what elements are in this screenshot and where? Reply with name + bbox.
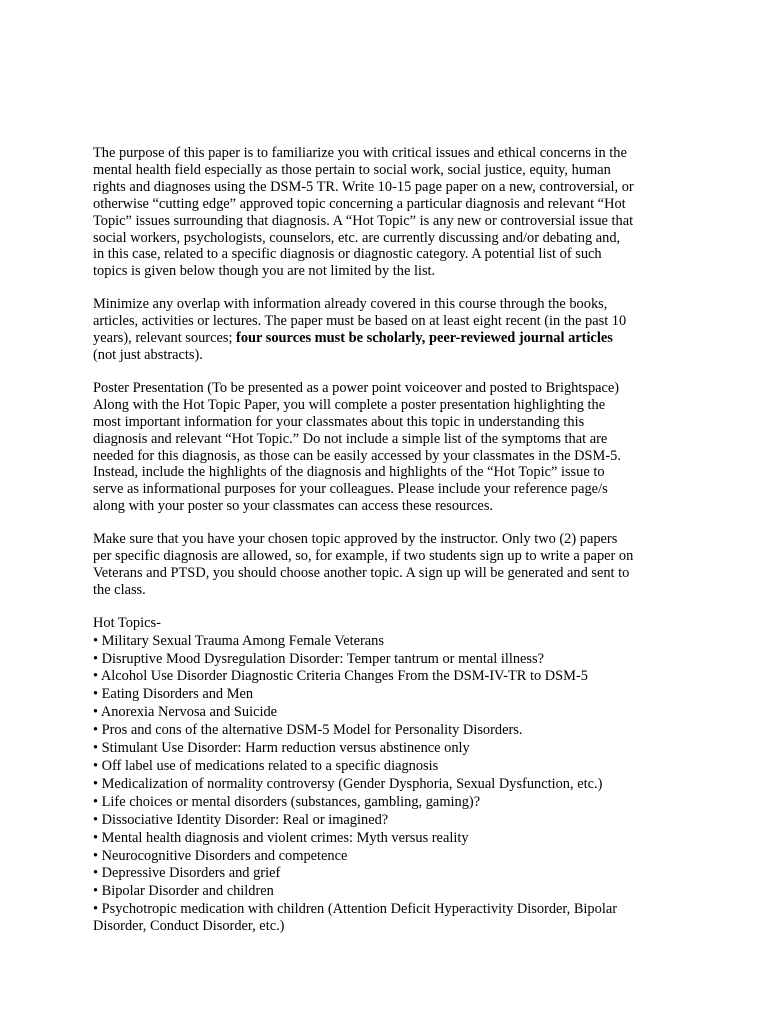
hot-topics-heading: Hot Topics- (93, 614, 161, 631)
topic-item: • Bipolar Disorder and children (93, 883, 274, 900)
topic-item: • Stimulant Use Disorder: Harm reduction versus abstinence only (93, 740, 470, 757)
topic-item: • Disruptive Mood Dysregulation Disorder: Temper tantrum or mental illness? (93, 650, 544, 667)
topic-item: • Pros and cons of the alternative DSM-5 Model for Personality Disorders. (93, 722, 523, 739)
sources-paragraph (93, 296, 685, 364)
topic-item: • Neurocognitive Disorders and competence (93, 847, 348, 864)
topic-item: • Depressive Disorders and grief (93, 865, 281, 882)
document-page (93, 145, 685, 936)
poster-presentation-paragraph: Poster Presentation (To be presented as a power point voiceover and posted to Brightspace) Along with the Hot Topic Paper, you will complete a poster presentation highlighting the most important information for your classmates about this topic in understanding this diagnosis and relevant “Hot Topic.” Do not include a simple list of the symptoms that are needed for this diagnosis, as those can be easily accessed by your classmates in the DSM-5. Instead, include the highlights of the diagnosis and highlights of the “Hot Topic” issue to serve as informational purposes for your colleagues. Please include your reference page/s along with your poster so your classmates can access these resources. (93, 379, 621, 515)
sources-bold-requirement: four sources must be scholarly, peer-reviewed journal articles (236, 330, 613, 347)
topic-item: • Medicalization of normality controversy (Gender Dysphoria, Sexual Dysfunction, etc.) (93, 775, 603, 792)
hot-topics-list (93, 633, 685, 935)
purpose-paragraph: The purpose of this paper is to familiarize you with critical issues and ethical concerns in the mental health field especially as those pertain to social work, social justice, equity, human rights and diagnoses using the DSM-5 TR. Write 10-15 page paper on a new, controversial, or otherwise “cutting edge” approved topic concerning a particular diagnosis and relevant “Hot Topic” issues surrounding that diagnosis. A “Hot Topic” is any new or controversial issue that social workers, psychologists, counselors, etc. are currently discussing and/or debating and, in this case, related to a specific diagnosis or diagnostic category. A potential list of such topics is given below though you are not limited by the list. (93, 145, 634, 280)
topic-item: • Eating Disorders and Men (93, 686, 254, 703)
topic-item: • Off label use of medications related to a specific diagnosis (93, 758, 439, 774)
topic-item: • Dissociative Identity Disorder: Real or imagined? (93, 811, 389, 828)
sources-text-start: Minimize any overlap with information already covered in this course through the books, articles, activities or lectures. The paper must be based on at least eight recent (in the past 10 years), relevant sources; (93, 296, 627, 347)
topic-item: • Psychotropic medication with children (Attention Deficit Hyperactivity Disorder, Bipolar Disorder, Conduct Disorder, etc.) (93, 901, 617, 935)
topic-item: • Anorexia Nervosa and Suicide (93, 704, 278, 721)
topic-item: • Mental health diagnosis and violent crimes: Myth versus reality (93, 829, 469, 846)
sources-text-end: (not just abstracts). (93, 346, 203, 363)
topic-item: • Military Sexual Trauma Among Female Veterans (93, 632, 384, 649)
topic-approval-paragraph: Make sure that you have your chosen topic approved by the instructor. Only two (2) papers per specific diagnosis are allowed, so, for example, if two students sign up to write a paper on Veterans and PTSD, you should choose another topic. A sign up will be generated and sent to the class. (93, 531, 634, 598)
topic-item: • Life choices or mental disorders (substances, gambling, gaming)? (93, 793, 481, 810)
topic-item: • Alcohol Use Disorder Diagnostic Criteria Changes From the DSM-IV-TR to DSM-5 (93, 668, 588, 685)
